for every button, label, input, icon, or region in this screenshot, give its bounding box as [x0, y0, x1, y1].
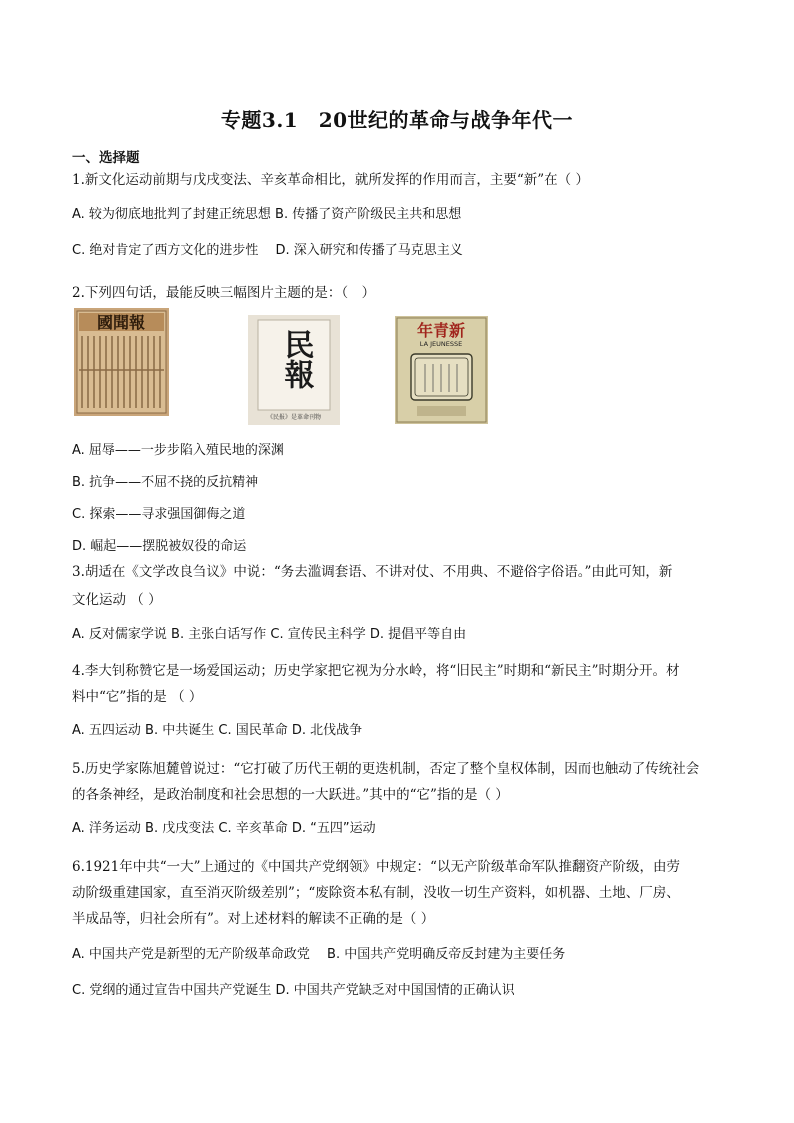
- question-1-options-ab: A. 较为彻底地批判了封建正统思想 B. 传播了资产阶级民主共和思想: [72, 207, 462, 222]
- question-6-options-cd: C. 党纲的通过宣告中国共产党诞生 D. 中国共产党缺乏对中国国情的正确认识: [72, 983, 515, 998]
- newspaper-masthead: 國聞報: [96, 313, 146, 332]
- question-2-option-c: C. 探索——寻求强国御侮之道: [72, 507, 246, 522]
- question-2-option-b: B. 抗争——不屈不挠的反抗精神: [72, 475, 259, 490]
- question-1-stem: 1.新文化运动前期与戊戌变法、辛亥革命相比，就所发挥的作用而言，主要“新”在（ ）: [72, 172, 589, 188]
- question-5-stem-line1: 5.历史学家陈旭麓曾说过：“它打破了历代王朝的更迭机制，否定了整个皇权体制，因而也触动了传统社会: [72, 761, 700, 777]
- question-2-option-a: A. 屈辱——一步步陷入殖民地的深渊: [72, 443, 284, 458]
- section-heading: 一、选择题: [72, 150, 140, 166]
- new-youth-subtitle: LA JEUNESSE: [419, 340, 463, 348]
- question-3-stem-line2: 文化运动 （ ）: [72, 592, 162, 608]
- question-6-stem-line1: 6.1921年中共“一大”上通过的《中国共产党纲领》中规定：“以无产阶级革命军队推翻资产阶级，由劳: [72, 859, 680, 875]
- question-1-options-cd: C. 绝对肯定了西方文化的进步性 D. 深入研究和传播了马克思主义: [72, 243, 463, 258]
- minbao-title: 民報: [278, 329, 314, 389]
- new-youth-title: 年青新: [416, 321, 466, 340]
- new-youth-image: [395, 316, 488, 424]
- question-5-stem-line2: 的各条神经，是政治制度和社会思想的一大跃进。”其中的“它”指的是（ ）: [72, 787, 509, 803]
- question-6-options-ab: A. 中国共产党是新型的无产阶级革命政党 B. 中国共产党明确反帝反封建为主要任务: [72, 947, 566, 962]
- minbao-caption: 《民报》是革命刊物: [266, 414, 322, 421]
- newspaper-image: [74, 308, 169, 416]
- question-2-option-d: D. 崛起——摆脱被奴役的命运: [72, 539, 247, 554]
- question-3-options: A. 反对儒家学说 B. 主张白话写作 C. 宣传民主科学 D. 提倡平等自由: [72, 627, 467, 642]
- question-5-options: A. 洋务运动 B. 戊戌变法 C. 辛亥革命 D. “五四”运动: [72, 821, 376, 836]
- question-6-stem-line3: 半成品等，归社会所有”。对上述材料的解读不正确的是（ ）: [72, 911, 435, 927]
- question-4-stem-line2: 料中“它”指的是 （ ）: [72, 689, 203, 705]
- question-6-stem-line2: 动阶级重建国家，直至消灭阶级差别”；“废除资本私有制，没收一切生产资料，如机器、土地、厂房、: [72, 885, 680, 901]
- question-4-stem-line1: 4.李大钊称赞它是一场爱国运动；历史学家把它视为分水岭，将“旧民主”时期和“新民主”时期分开。材: [72, 663, 680, 679]
- question-4-options: A. 五四运动 B. 中共诞生 C. 国民革命 D. 北伐战争: [72, 723, 363, 738]
- page-title: 专题3.1 20世纪的革命与战争年代一: [220, 108, 574, 132]
- question-2-stem: 2.下列四句话，最能反映三幅图片主题的是：（ ）: [72, 285, 376, 301]
- question-3-stem-line1: 3.胡适在《文学改良刍议》中说：“务去滥调套语、不讲对仗、不用典、不避俗字俗语。”由此可知，新: [72, 564, 673, 580]
- minbao-image: [248, 315, 340, 425]
